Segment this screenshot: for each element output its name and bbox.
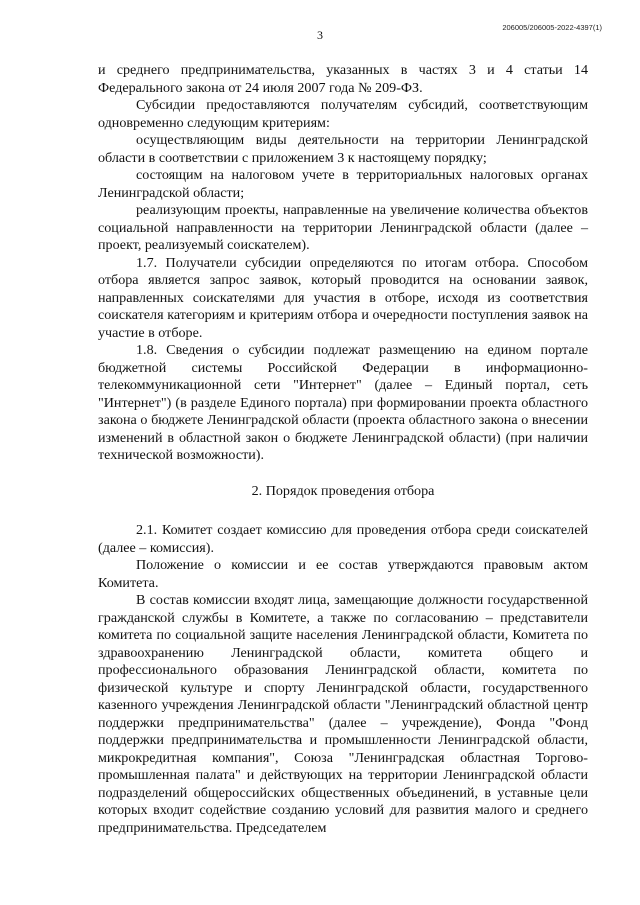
paragraph: реализующим проекты, направленные на увеличение количества объектов социальной направленности на территории Ленинградской области (далее – проект, реализуемый соискателем). — [98, 202, 588, 253]
document-id: 206005/206005-2022-4397(1) — [502, 23, 602, 32]
paragraph: осуществляющим виды деятельности на территории Ленинградской области в соответствии с приложением 3 к настоящему порядку; — [98, 132, 588, 166]
document-body — [98, 62, 588, 837]
paragraph: В состав комиссии входят лица, замещающие должности государственной гражданской службы в Комитете, а также по согласованию – представители комитета по социальной защите населения Ленинградской области, Комитета по здравоохранению Ленинградской области, комитета общего и профессионального образования Ленинградской области, комитета по физической культуре и спорту Ленинградской области, государственного казенного учреждения Ленинградской области "Ленинградский областной центр поддержки предпринимательства" (далее – учреждение), Фонда "Фонд поддержки предпринимательства и промышленности Ленинградской области, микрокредитная компания", Союза "Ленинградская областная Торгово-промышленная палата" и действующих на территории Ленинградской области подразделений общероссийских общественных объединений, в уставные цели которых входит содействие созданию условий для развития малого и среднего предпринимательства. Председателем — [98, 592, 588, 836]
paragraph: состоящим на налоговом учете в территориальных налоговых органах Ленинградской области; — [98, 167, 588, 201]
paragraph: 2.1. Комитет создает комиссию для проведения отбора среди соискателей (далее – комиссия). — [98, 522, 588, 556]
paragraph: Субсидии предоставляются получателям субсидий, соответствующим одновременно следующим критериям: — [98, 97, 588, 131]
paragraph: Положение о комиссии и ее состав утверждаются правовым актом Комитета. — [98, 557, 588, 591]
section-heading: 2. Порядок проведения отбора — [251, 482, 435, 499]
paragraph: 1.7. Получатели субсидии определяются по итогам отбора. Способом отбора является запрос заявок, который проводится на основании заявок, направленных соискателями для участия в отборе, исходя из соответствия соискателя категориям и критериям отбора и очередности поступления заявок на участие в отборе. — [98, 254, 588, 341]
paragraph: 1.8. Сведения о субсидии подлежат размещению на едином портале бюджетной системы Российской Федерации в информационно-телекоммуникационной сети "Интернет" (далее – Единый портал, сеть "Интернет") (в разделе Единого портала) при формировании проекта областного закона о бюджете Ленинградской области (проекта областного закона о внесении изменений в областной закон о бюджете Ленинградской области) (при наличии технической возможности). — [98, 342, 588, 463]
page-number: 3 — [317, 28, 323, 42]
paragraph: и среднего предпринимательства, указанных в частях 3 и 4 статьи 14 Федерального закона от 24 июля 2007 года № 209-ФЗ. — [98, 62, 588, 96]
